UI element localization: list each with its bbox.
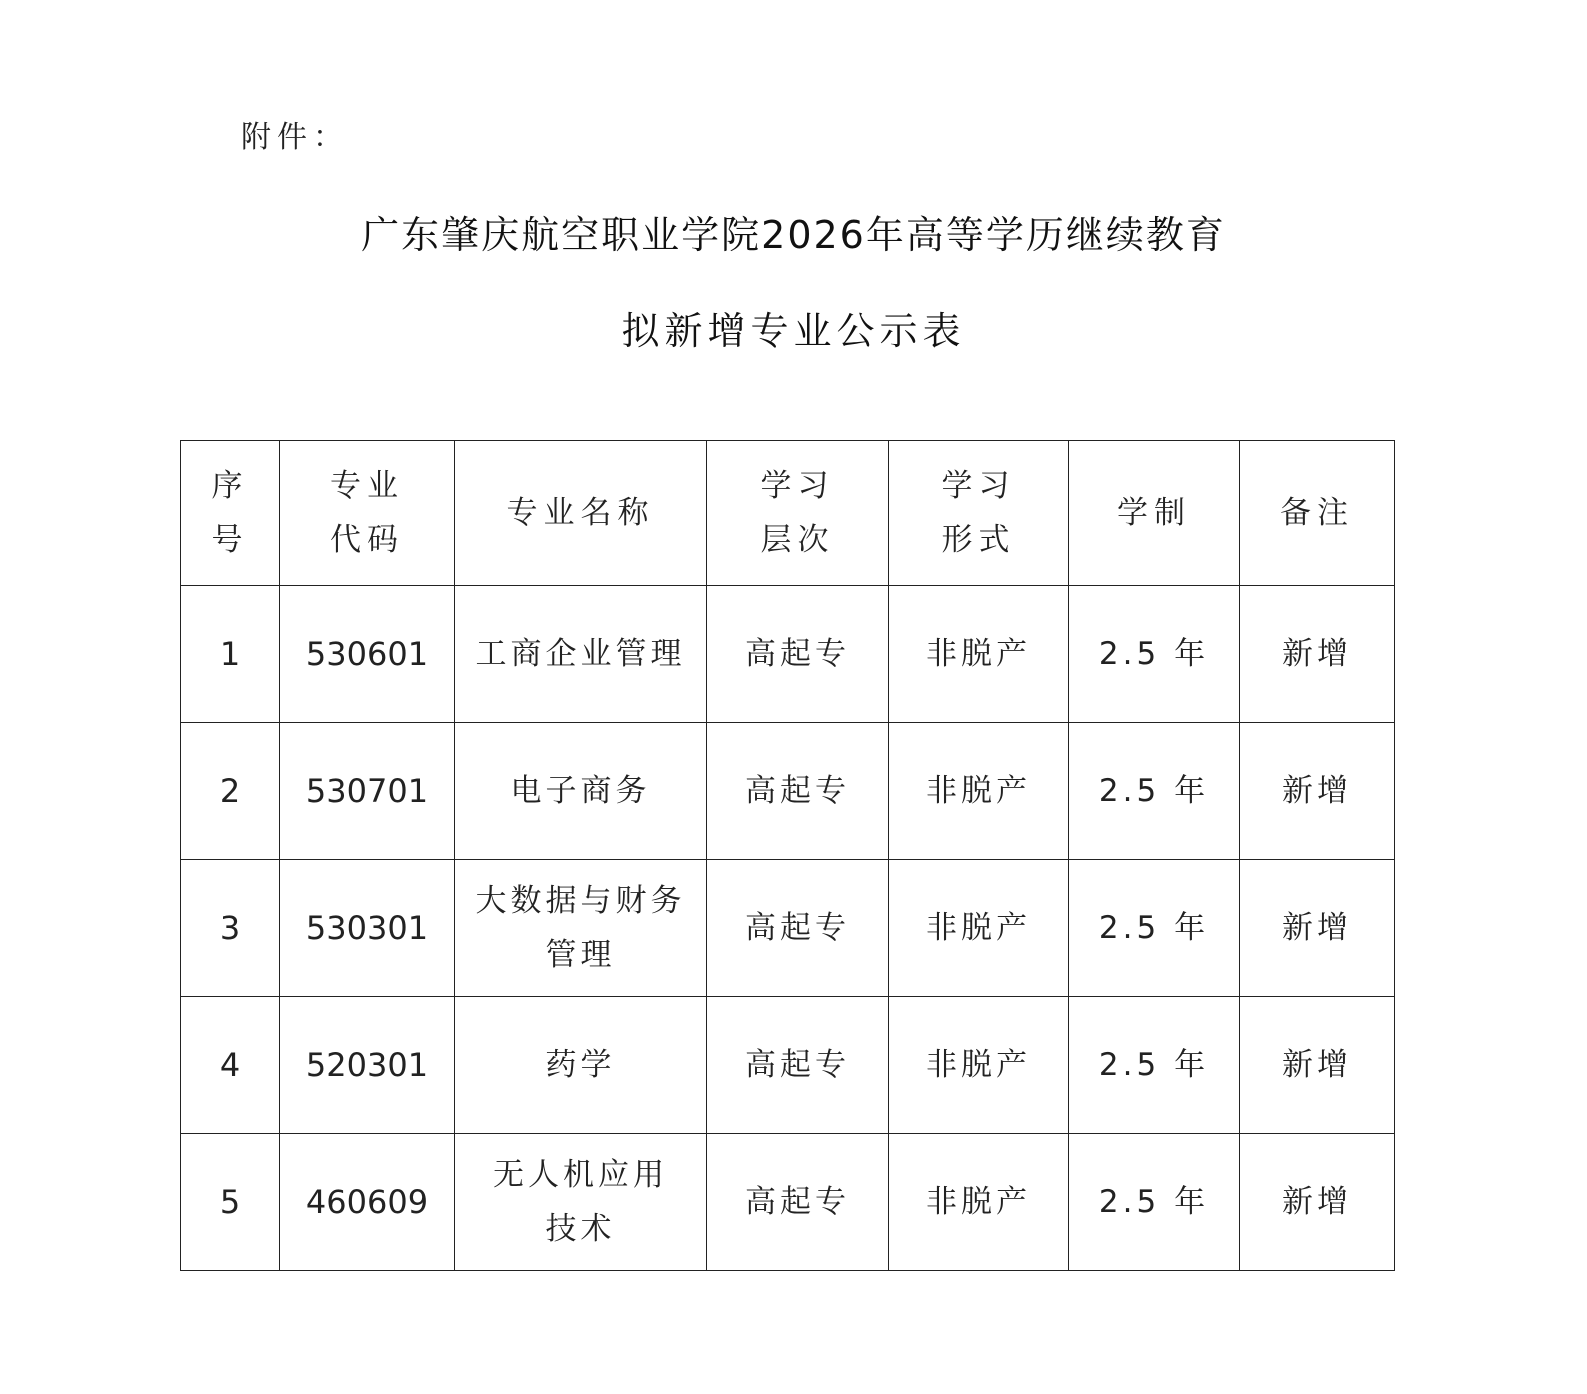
cell-remark: 新增 xyxy=(1240,860,1395,997)
cell-code: 460609 xyxy=(280,1134,455,1271)
cell-seq: 2 xyxy=(181,723,280,860)
header-seq: 序 号 xyxy=(181,441,280,586)
cell-remark: 新增 xyxy=(1240,586,1395,723)
cell-remark: 新增 xyxy=(1240,723,1395,860)
cell-level: 高起专 xyxy=(707,860,889,997)
cell-level: 高起专 xyxy=(707,723,889,860)
cell-name: 工商企业管理 xyxy=(455,586,707,723)
table-row xyxy=(181,723,1395,860)
cell-level: 高起专 xyxy=(707,1134,889,1271)
header-name: 专业名称 xyxy=(455,441,707,586)
header-code: 专业 代码 xyxy=(280,441,455,586)
cell-code: 530301 xyxy=(280,860,455,997)
header-level: 学习 层次 xyxy=(707,441,889,586)
major-table xyxy=(180,440,1395,1271)
cell-name: 大数据与财务 管理 xyxy=(455,860,707,997)
header-mode: 学习 形式 xyxy=(889,441,1069,586)
cell-seq: 4 xyxy=(181,997,280,1134)
cell-code: 530601 xyxy=(280,586,455,723)
cell-remark: 新增 xyxy=(1240,1134,1395,1271)
header-duration: 学制 xyxy=(1069,441,1240,586)
cell-level: 高起专 xyxy=(707,997,889,1134)
cell-seq: 1 xyxy=(181,586,280,723)
attachment-label: 附件： xyxy=(241,120,349,155)
table-row xyxy=(181,1134,1395,1271)
cell-seq: 3 xyxy=(181,860,280,997)
cell-duration: 2.5 年 xyxy=(1069,860,1240,997)
page-title-line-1: 广东肇庆航空职业学院2026年高等学历继续教育 xyxy=(361,213,1226,257)
cell-mode: 非脱产 xyxy=(889,997,1069,1134)
cell-mode: 非脱产 xyxy=(889,1134,1069,1271)
cell-name: 药学 xyxy=(455,997,707,1134)
cell-remark: 新增 xyxy=(1240,997,1395,1134)
cell-duration: 2.5 年 xyxy=(1069,997,1240,1134)
cell-code: 530701 xyxy=(280,723,455,860)
table-row xyxy=(181,997,1395,1134)
cell-level: 高起专 xyxy=(707,586,889,723)
cell-code: 520301 xyxy=(280,997,455,1134)
cell-duration: 2.5 年 xyxy=(1069,1134,1240,1271)
page-title-line-2: 拟新增专业公示表 xyxy=(621,309,966,353)
cell-name: 无人机应用 技术 xyxy=(455,1134,707,1271)
cell-duration: 2.5 年 xyxy=(1069,723,1240,860)
cell-mode: 非脱产 xyxy=(889,586,1069,723)
cell-name: 电子商务 xyxy=(455,723,707,860)
cell-seq: 5 xyxy=(181,1134,280,1271)
cell-mode: 非脱产 xyxy=(889,723,1069,860)
table-row xyxy=(181,586,1395,723)
header-remark: 备注 xyxy=(1240,441,1395,586)
table-header-row xyxy=(181,441,1395,586)
cell-duration: 2.5 年 xyxy=(1069,586,1240,723)
cell-mode: 非脱产 xyxy=(889,860,1069,997)
table-row xyxy=(181,860,1395,997)
